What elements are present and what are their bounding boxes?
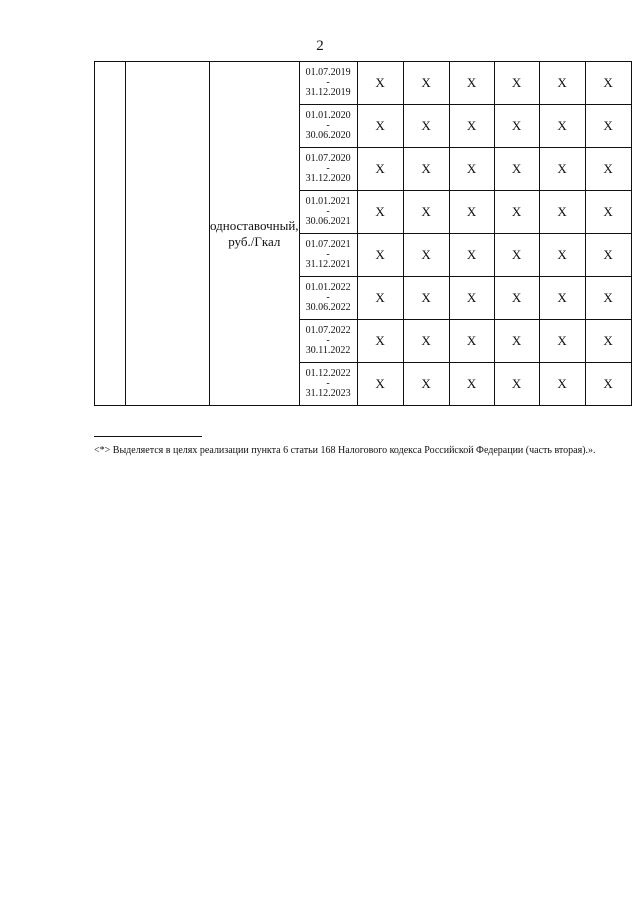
value-cell: X (585, 277, 631, 320)
value-cell: X (449, 363, 494, 406)
value-cell: X (585, 148, 631, 191)
value-cell: X (539, 277, 585, 320)
unit-cell: одноставочный, руб./Гкал (210, 62, 300, 406)
period-end: 31.12.2020 (305, 173, 351, 184)
period-start: 01.07.2021 (305, 239, 351, 250)
value-cell: X (494, 105, 539, 148)
footnote: <*> Выделяется в целях реализации пункта 6 статьи 168 Налогового кодекса Российской Федерации (часть вторая).». (94, 445, 596, 456)
period-cell (299, 234, 357, 277)
period-cell (299, 62, 357, 105)
value-cell: X (403, 148, 449, 191)
value-cell: X (585, 105, 631, 148)
value-cell: X (539, 62, 585, 105)
value-cell: X (357, 191, 403, 234)
value-cell: X (585, 191, 631, 234)
value-cell: X (539, 320, 585, 363)
value-cell: X (539, 148, 585, 191)
period-cell (299, 105, 357, 148)
page-number: 2 (316, 38, 324, 54)
period-separator: - (326, 163, 330, 174)
period-separator: - (326, 335, 330, 346)
value-cell: X (357, 105, 403, 148)
value-cell: X (585, 234, 631, 277)
value-cell: X (357, 62, 403, 105)
tariff-table-body (95, 62, 632, 406)
period-end: 31.12.2021 (305, 259, 351, 270)
value-cell: X (585, 363, 631, 406)
period-cell (299, 320, 357, 363)
value-cell: X (403, 234, 449, 277)
value-cell: X (494, 191, 539, 234)
name-cell (126, 62, 210, 406)
value-cell: X (449, 191, 494, 234)
value-cell: X (357, 320, 403, 363)
period-end: 31.12.2023 (305, 388, 351, 399)
value-cell: X (403, 62, 449, 105)
value-cell: X (494, 234, 539, 277)
period-separator: - (326, 120, 330, 131)
period-end: 31.12.2019 (305, 87, 351, 98)
value-cell: X (449, 62, 494, 105)
value-cell: X (494, 320, 539, 363)
value-cell: X (494, 62, 539, 105)
value-cell: X (494, 277, 539, 320)
value-cell: X (403, 320, 449, 363)
period-start: 01.01.2022 (305, 282, 351, 293)
value-cell: X (585, 320, 631, 363)
value-cell: X (449, 277, 494, 320)
value-cell: X (585, 62, 631, 105)
footnote-divider (94, 436, 202, 437)
period-end: 30.06.2020 (305, 130, 351, 141)
period-cell (299, 363, 357, 406)
value-cell: X (403, 277, 449, 320)
table-row (95, 62, 632, 105)
period-end: 30.06.2022 (305, 302, 351, 313)
period-start: 01.12.2022 (305, 368, 351, 379)
value-cell: X (357, 234, 403, 277)
value-cell: X (494, 148, 539, 191)
period-end: 30.11.2022 (305, 345, 351, 356)
period-start: 01.01.2021 (305, 196, 351, 207)
value-cell: X (539, 363, 585, 406)
period-separator: - (326, 206, 330, 217)
value-cell: X (449, 105, 494, 148)
period-start: 01.07.2022 (305, 325, 351, 336)
value-cell: X (357, 363, 403, 406)
period-separator: - (326, 378, 330, 389)
period-cell (299, 148, 357, 191)
value-cell: X (449, 234, 494, 277)
period-end: 30.06.2021 (305, 216, 351, 227)
value-cell: X (494, 363, 539, 406)
value-cell: X (449, 148, 494, 191)
value-cell: X (357, 277, 403, 320)
value-cell: X (539, 191, 585, 234)
period-start: 01.07.2019 (305, 67, 351, 78)
value-cell: X (403, 191, 449, 234)
value-cell: X (357, 148, 403, 191)
value-cell: X (403, 363, 449, 406)
value-cell: X (403, 105, 449, 148)
row-number-cell (95, 62, 126, 406)
value-cell: X (539, 105, 585, 148)
period-separator: - (326, 249, 330, 260)
period-start: 01.07.2020 (305, 153, 351, 164)
value-cell: X (449, 320, 494, 363)
period-separator: - (326, 292, 330, 303)
period-separator: - (326, 77, 330, 88)
tariff-table (94, 61, 632, 406)
period-start: 01.01.2020 (305, 110, 351, 121)
value-cell: X (539, 234, 585, 277)
period-cell (299, 277, 357, 320)
period-cell (299, 191, 357, 234)
